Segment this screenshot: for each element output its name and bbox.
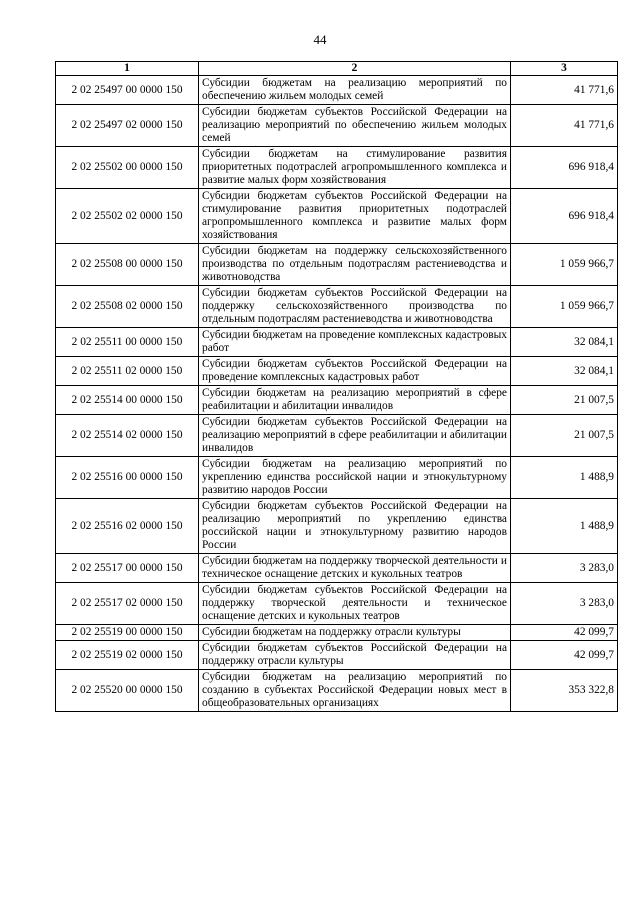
budget-code-cell: 2 02 25519 02 0000 150 [56,641,199,670]
amount-cell: 41 771,6 [511,76,618,105]
amount-cell: 1 059 966,7 [511,286,618,328]
amount-cell: 42 099,7 [511,641,618,670]
page-number: 44 [313,32,327,47]
description-cell: Субсидии бюджетам на проведение комплексных кадастровых работ [199,328,511,357]
amount-cell: 1 488,9 [511,457,618,499]
amount-cell: 32 084,1 [511,357,618,386]
column-header-2: 2 [199,62,511,76]
amount-cell: 3 283,0 [511,583,618,625]
description-cell: Субсидии бюджетам на стимулирование развития приоритетных подотраслей агропромышленного комплекса и развитие малых форм хозяйствования [199,147,511,189]
description-cell: Субсидии бюджетам субъектов Российской Федерации на поддержку отрасли культуры [199,641,511,670]
budget-code-cell: 2 02 25508 00 0000 150 [56,244,199,286]
table-row [56,499,618,554]
table-row [56,286,618,328]
table-row [56,670,618,712]
column-header-3: 3 [511,62,618,76]
budget-code-cell: 2 02 25511 00 0000 150 [56,328,199,357]
budget-code-cell: 2 02 25502 02 0000 150 [56,189,199,244]
amount-cell: 42 099,7 [511,625,618,641]
description-cell: Субсидии бюджетам на поддержку отрасли культуры [199,625,511,641]
amount-cell: 21 007,5 [511,386,618,415]
table-row [56,415,618,457]
amount-cell: 696 918,4 [511,189,618,244]
description-cell: Субсидии бюджетам субъектов Российской Федерации на поддержку сельскохозяйственного производства по отдельным подотраслям растениеводства и животноводства [199,286,511,328]
budget-code-cell: 2 02 25511 02 0000 150 [56,357,199,386]
amount-cell: 3 283,0 [511,554,618,583]
table-row [56,641,618,670]
description-cell: Субсидии бюджетам на реализацию мероприятий по укреплению единства российской нации и этнокультурному развитию народов России [199,457,511,499]
table-row [56,554,618,583]
table-row [56,76,618,105]
description-cell: Субсидии бюджетам субъектов Российской Федерации на стимулирование развития приоритетных подотраслей агропромышленного комплекса и развитие малых форм хозяйствования [199,189,511,244]
budget-code-cell: 2 02 25517 02 0000 150 [56,583,199,625]
amount-cell: 1 059 966,7 [511,244,618,286]
column-header-1: 1 [56,62,199,76]
budget-code-cell: 2 02 25516 00 0000 150 [56,457,199,499]
budget-code-cell: 2 02 25517 00 0000 150 [56,554,199,583]
table-row [56,189,618,244]
amount-cell: 696 918,4 [511,147,618,189]
description-cell: Субсидии бюджетам на поддержку сельскохозяйственного производства по отдельным подотраслям растениеводства и животноводства [199,244,511,286]
budget-code-cell: 2 02 25497 02 0000 150 [56,105,199,147]
description-cell: Субсидии бюджетам субъектов Российской Федерации на проведение комплексных кадастровых работ [199,357,511,386]
description-cell: Субсидии бюджетам субъектов Российской Федерации на реализацию мероприятий в сфере реабилитации и абилитации инвалидов [199,415,511,457]
amount-cell: 353 322,8 [511,670,618,712]
table-row [56,583,618,625]
budget-code-cell: 2 02 25514 02 0000 150 [56,415,199,457]
table-body [56,76,618,712]
amount-cell: 32 084,1 [511,328,618,357]
table-row [56,357,618,386]
budget-code-cell: 2 02 25514 00 0000 150 [56,386,199,415]
description-cell: Субсидии бюджетам на реализацию мероприятий по созданию в субъектах Российской Федерации новых мест в общеобразовательных организациях [199,670,511,712]
description-cell: Субсидии бюджетам на реализацию мероприятий в сфере реабилитации и абилитации инвалидов [199,386,511,415]
amount-cell: 1 488,9 [511,499,618,554]
table-header-row [56,62,618,76]
budget-code-cell: 2 02 25497 00 0000 150 [56,76,199,105]
table-row [56,244,618,286]
amount-cell: 41 771,6 [511,105,618,147]
description-cell: Субсидии бюджетам субъектов Российской Федерации на реализацию мероприятий по укреплению единства российской нации и этнокультурному развитию народов России [199,499,511,554]
budget-code-cell: 2 02 25516 02 0000 150 [56,499,199,554]
table-row [56,625,618,641]
description-cell: Субсидии бюджетам на поддержку творческой деятельности и техническое оснащение детских и кукольных театров [199,554,511,583]
budget-code-cell: 2 02 25519 00 0000 150 [56,625,199,641]
amount-cell: 21 007,5 [511,415,618,457]
table-row [56,386,618,415]
description-cell: Субсидии бюджетам субъектов Российской Федерации на поддержку творческой деятельности и техническое оснащение детских и кукольных театров [199,583,511,625]
budget-code-cell: 2 02 25520 00 0000 150 [56,670,199,712]
budget-code-cell: 2 02 25502 00 0000 150 [56,147,199,189]
table-row [56,147,618,189]
table-row [56,105,618,147]
budget-table [55,61,618,712]
description-cell: Субсидии бюджетам субъектов Российской Федерации на реализацию мероприятий по обеспечению жильем молодых семей [199,105,511,147]
table-row [56,328,618,357]
description-cell: Субсидии бюджетам на реализацию мероприятий по обеспечению жильем молодых семей [199,76,511,105]
budget-code-cell: 2 02 25508 02 0000 150 [56,286,199,328]
table-row [56,457,618,499]
